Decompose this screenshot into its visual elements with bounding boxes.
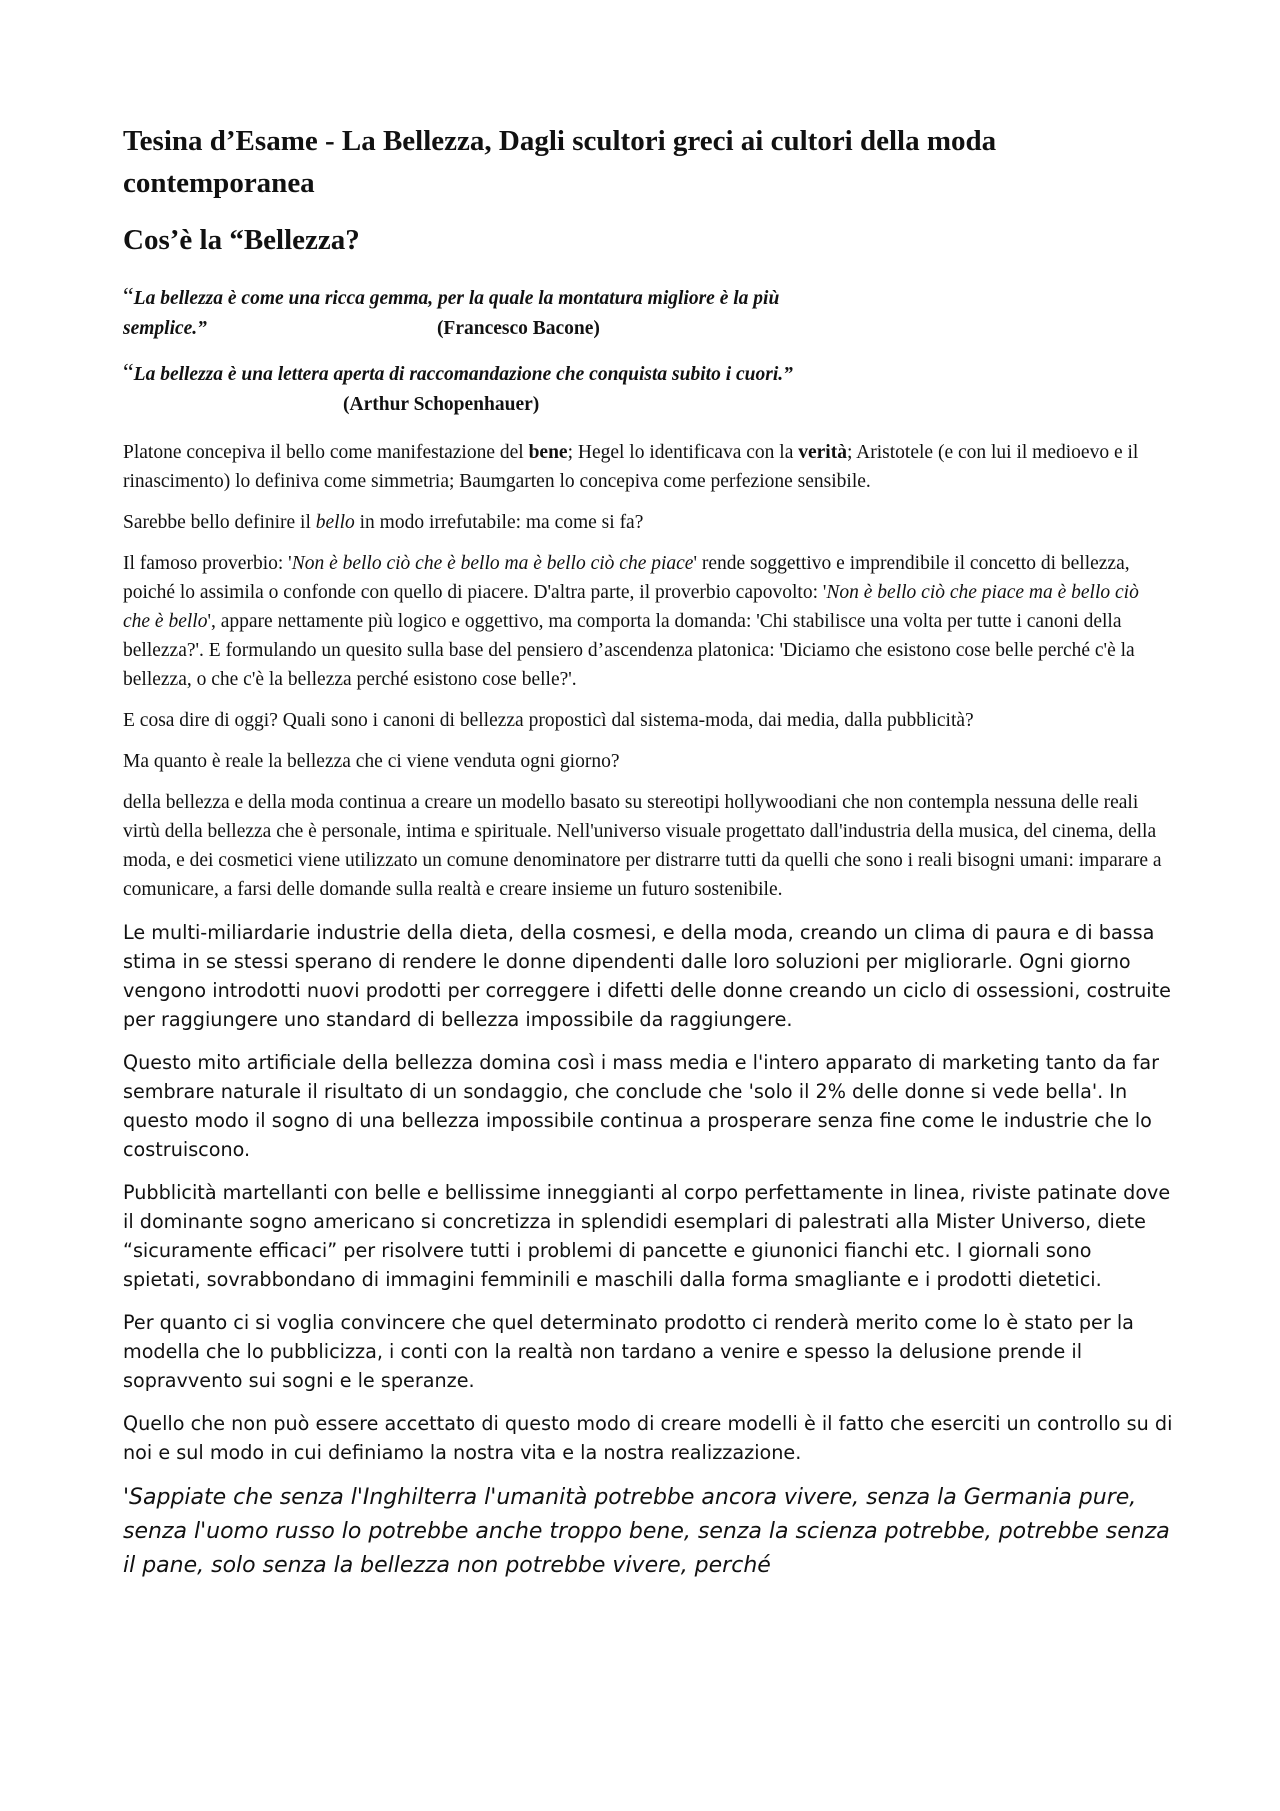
quote-author: (Francesco Bacone) (436, 318, 600, 339)
text-run: ' rende soggettivo e imprendibile il concetto di bellezza, poiché lo assimila o confonde con quello di piacere. D'altra parte, il proverbio capovolto: ' (123, 553, 1130, 603)
quote-schopenhauer (123, 358, 843, 420)
quote-text: La bellezza è come una ricca gemma, per la quale la montatura migliore è la più semplice.” (123, 288, 780, 339)
text-run-bold: verità (798, 442, 847, 463)
document-title: Tesina d’Esame - La Bellezza, Dagli scultori greci ai cultori della moda contemporanea (123, 125, 997, 199)
text-run: Sarebbe bello definire il (123, 512, 316, 533)
text-run: ', appare nettamente più logico e oggettivo, ma comporta la domanda: 'Chi stabilisce una volta per tutte i canoni della bellezza?'. E formulando un quesito sulla base del pensiero d’ascendenza platonica: 'Diciamo che esistono cose belle perché c'è la bellezza, o che c'è la bellezza perché esistono cose belle?'. (123, 611, 1135, 690)
text-run: Platone concepiva il bello come manifestazione del (123, 442, 529, 463)
paragraph-advertising: Pubblicità martellanti con belle e bellissime inneggianti al corpo perfettamente in linea, riviste patinate dove il dominante sogno americano si concretizza in splendidi esemplari di palestrati alla Mister Universo, diete “sicuramente efficaci” per risolvere tutti i problemi di pancette e giunonici fianchi etc. I giornali sono spietati, sovrabbondano di immagini femminili e maschili dalla forma smagliante e i prodotti dietetici. (123, 1181, 1171, 1291)
text-run: in modo irrefutabile: ma come si fa? (354, 512, 644, 533)
paragraph-definition (123, 508, 1168, 537)
text-run: ; Hegel lo identificava con la (567, 442, 799, 463)
quote-open-mark: “ (123, 360, 134, 386)
quote-text: La bellezza è una lettera aperta di raccomandazione che conquista subito i cuori.” (133, 364, 793, 385)
text-run-italic: bello (315, 512, 355, 533)
text-run-italic: Non è bello ciò che piace ma è bello ciò che è bello (123, 582, 1139, 632)
quote-author: (Arthur Schopenhauer) (343, 394, 540, 415)
text-run: ; Aristotele (e con lui il medioevo e il rinascimento) lo definiva come simmetria; Baumgarten lo concepiva come perfezione sensibile. (123, 442, 1139, 492)
paragraph-stereotypes: della bellezza e della moda continua a creare un modello basato su stereotipi hollywoodiani che non contempla nessuna delle reali virtù della bellezza che è personale, intima e spirituale. Nell'universo visuale progettato dall'industria della musica, del cinema, della moda, e dei cosmetici viene utilizzato un comune denominatore per distrarre tutti da quelli che sono i reali bisogni umani: imparare a comunicare, a farsi delle domande sulla realtà e creare insieme un futuro sostenibile. (123, 792, 1162, 900)
text-run-bold: bene (528, 442, 568, 463)
text-run: Il famoso proverbio: ' (123, 553, 292, 574)
paragraph-myth: Questo mito artificiale della bellezza domina così i mass media e l'intero apparato di marketing tanto da far sembrare naturale il risultato di un sondaggio, che conclude che 'solo il 2% delle donne si vede bella'. In questo modo il sogno di una bellezza impossibile continua a prosperare senza fine come le industrie che lo costruiscono. (123, 1051, 1159, 1161)
document-body (123, 120, 1173, 1583)
quote-open-mark: “ (123, 284, 134, 310)
section-heading: Cos’è la “Bellezza? (123, 224, 360, 256)
text-run-italic: Non è bello ciò che è bello ma è bello ciò che piace (291, 553, 694, 574)
paragraph-control: Quello che non può essere accettato di questo modo di creare modelli è il fatto che eserciti un controllo su di noi e sul modo in cui definiamo la nostra vita e la nostra realizzazione. (123, 1412, 1173, 1464)
paragraph-proverb (123, 549, 1168, 694)
paragraph-closing-quote: 'Sappiate che senza l'Inghilterra l'umanità potrebbe ancora vivere, senza la Germania pure, senza l'uomo russo lo potrebbe anche troppo bene, senza la scienza potrebbe, potrebbe senza il pane, solo senza la bellezza non potrebbe vivere, perché (123, 1485, 1170, 1578)
paragraph-delusion: Per quanto ci si voglia convincere che quel determinato prodotto ci renderà merito come lo è stato per la modella che lo pubblicizza, i conti con la realtà non tardano a venire e spesso la delusione prende il sopravvento sui sogni e le speranze. (123, 1311, 1134, 1392)
paragraph-question: Ma quanto è reale la bellezza che ci viene venduta ogni giorno? (123, 751, 620, 772)
quote-bacone (123, 282, 843, 344)
paragraph-industries: Le multi-miliardarie industrie della dieta, della cosmesi, e della moda, creando un clima di paura e di bassa stima in se stessi sperano di rendere le donne dipendenti dalle loro soluzioni per migliorarle. Ogni giorno vengono introdotti nuovi prodotti per correggere i difetti delle donne creando un ciclo di ossessioni, costruite per raggiungere uno standard di bellezza impossibile da raggiungere. (123, 921, 1171, 1031)
paragraph-philosophers (123, 438, 1168, 496)
paragraph-today: E cosa dire di oggi? Quali sono i canoni di bellezza proposticì dal sistema-moda, dai media, dalla pubblicità? (123, 710, 974, 731)
